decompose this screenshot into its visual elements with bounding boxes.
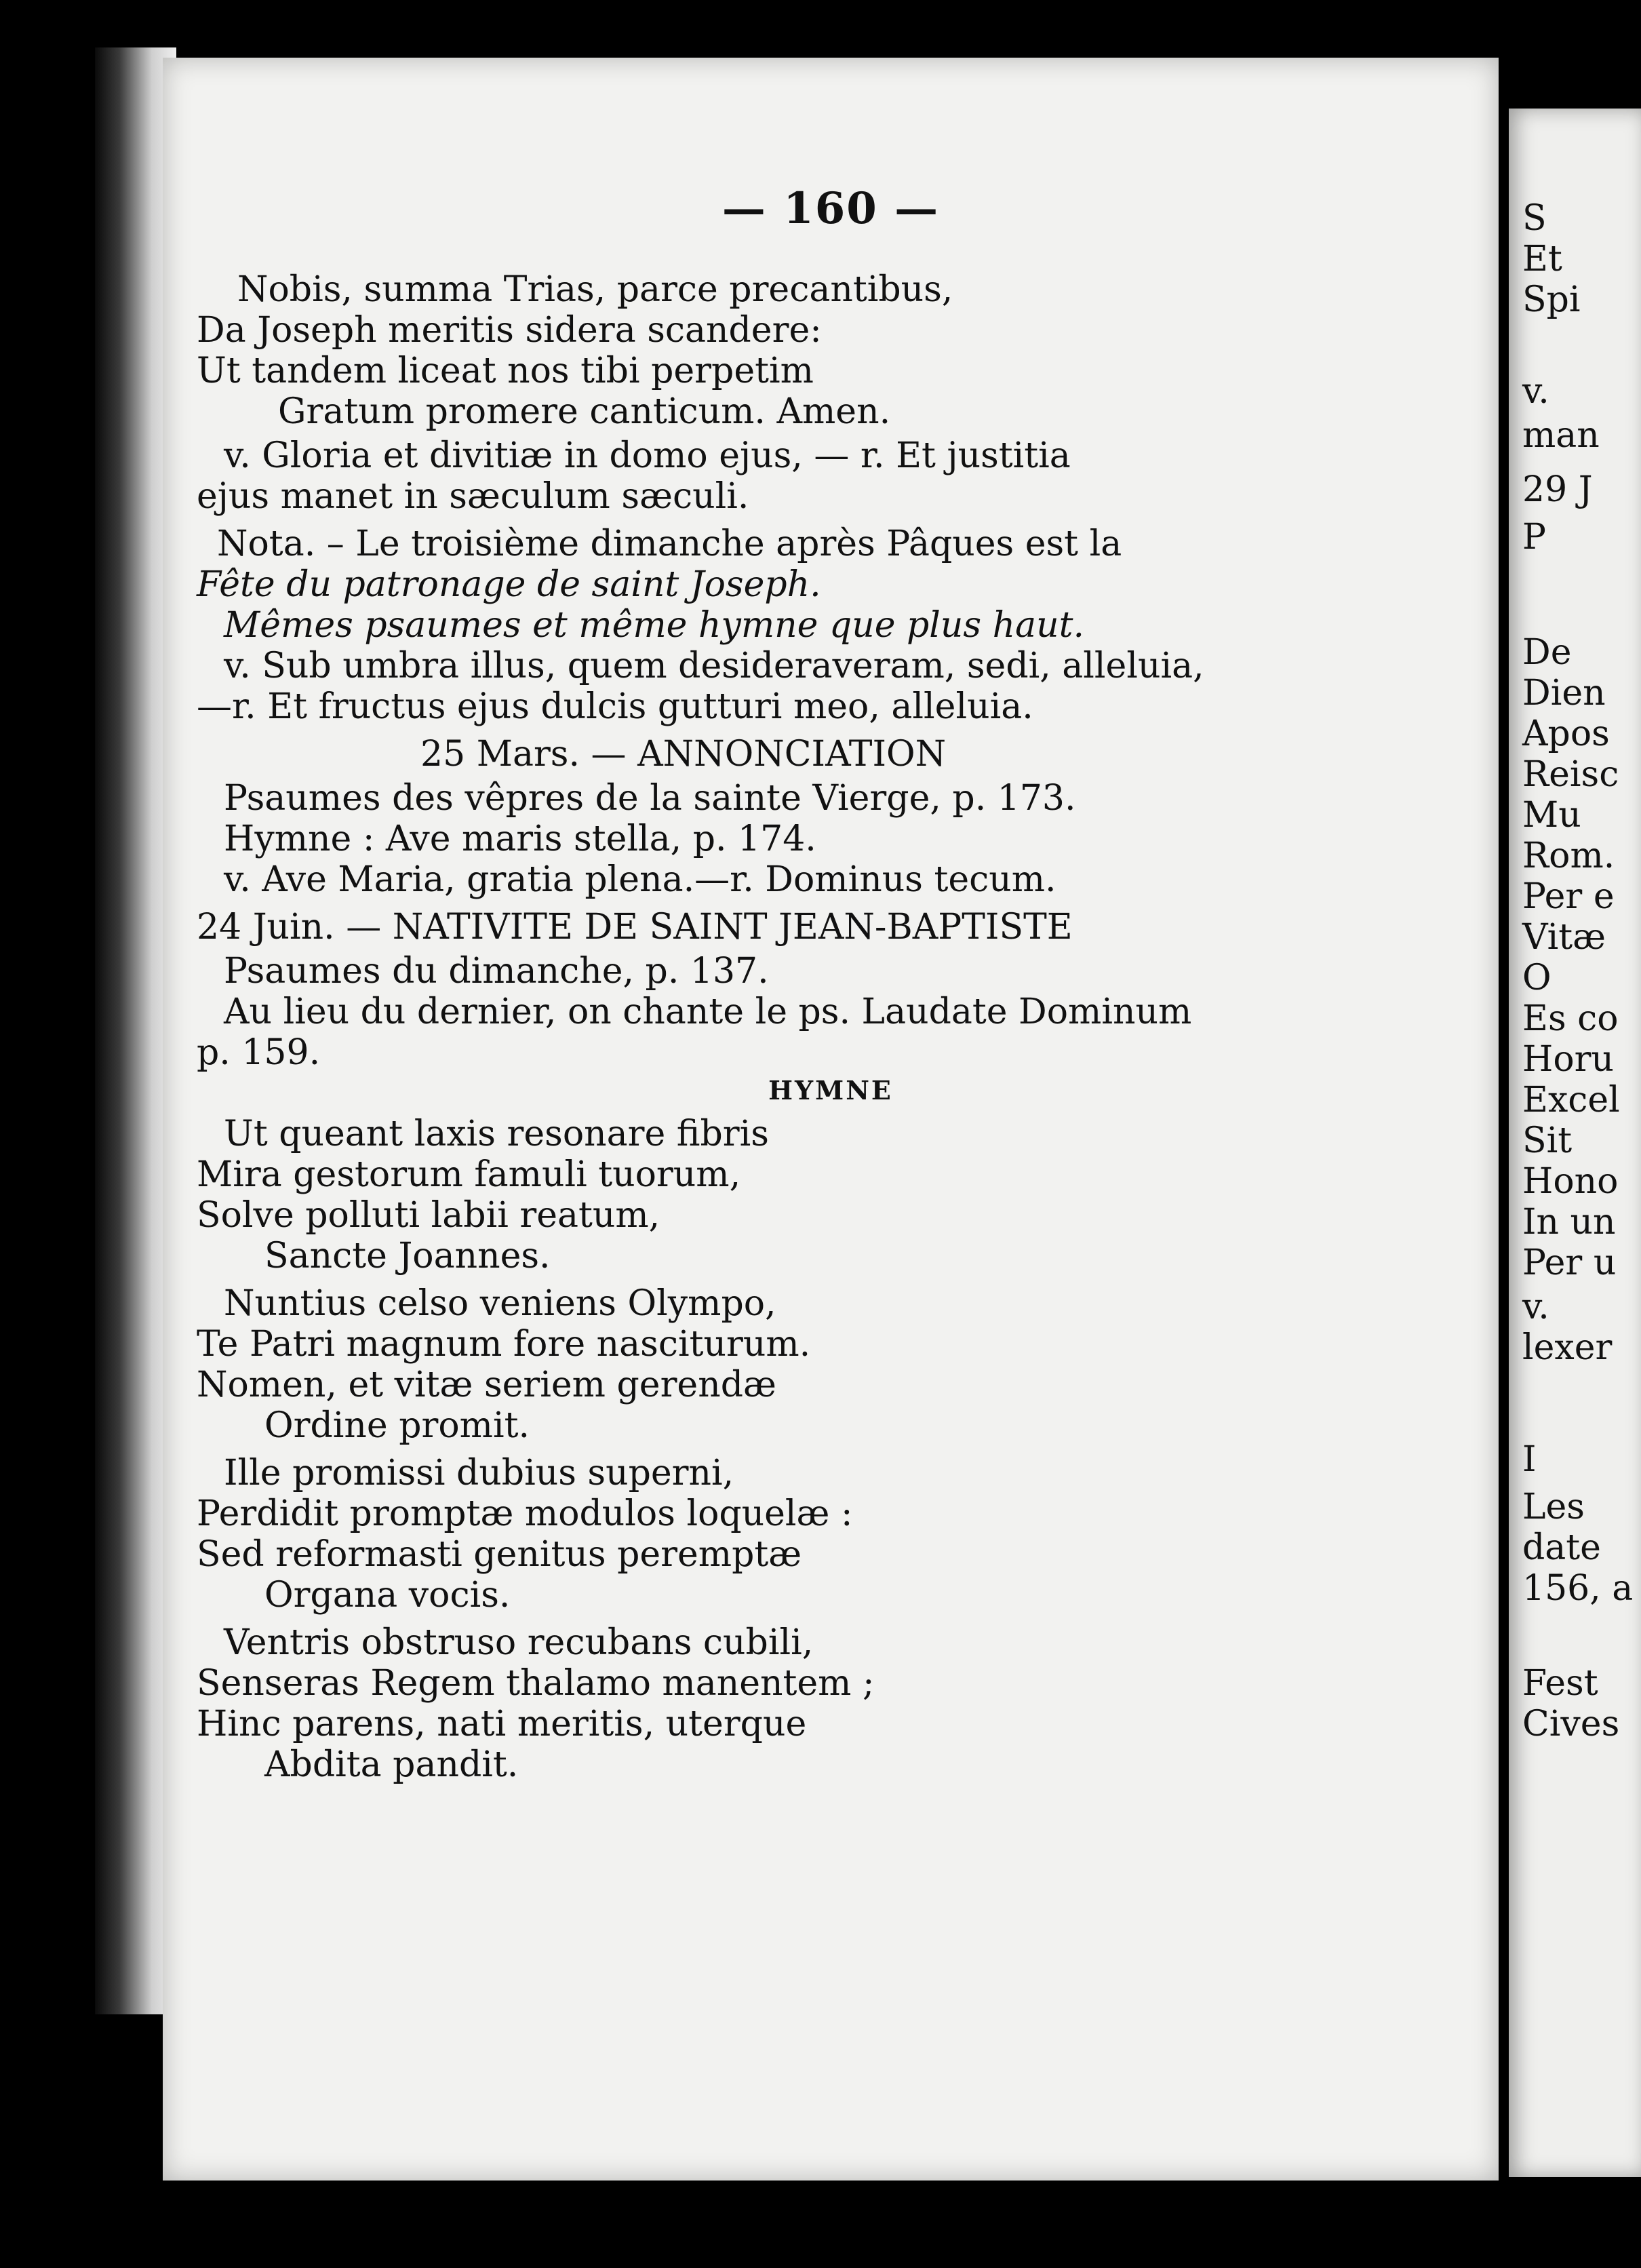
right-page-fragment: I — [1522, 1439, 1537, 1480]
right-page-fragment: v. — [1522, 1287, 1549, 1327]
text-line: Nota. – Le troisième dimanche après Pâques est la — [217, 524, 1122, 564]
right-page-fragment: man — [1522, 415, 1600, 456]
right-page-fragment: P — [1522, 517, 1546, 558]
right-page-fragment: Hono — [1522, 1161, 1619, 1202]
text-line: Sed reformasti genitus peremptæ — [197, 1534, 802, 1575]
right-page-fragment: 156, a — [1522, 1568, 1634, 1609]
text-line: v. Gloria et divitiæ in domo ejus, — r. Et justitia — [224, 435, 1071, 476]
right-page-fragment: Es co — [1522, 998, 1619, 1039]
right-page-fragment: Les — [1522, 1487, 1585, 1527]
text-line: Hinc parens, nati meritis, uterque — [197, 1704, 807, 1744]
right-page-fragment: v. — [1522, 371, 1549, 412]
right-page-fragment: 29 J — [1522, 469, 1593, 510]
text-line: Gratum promere canticum. Amen. — [278, 391, 891, 432]
text-line: v. Ave Maria, gratia plena.—r. Dominus tecum. — [224, 859, 1056, 900]
text-line: Psaumes du dimanche, p. 137. — [224, 951, 769, 992]
right-page-fragment: Et — [1522, 239, 1562, 279]
right-page-fragment: Mu — [1522, 795, 1581, 836]
right-page-fragment: Reisc — [1522, 754, 1619, 795]
text-line: 24 Juin. — NATIVITE DE SAINT JEAN-BAPTISTE — [197, 907, 1073, 947]
text-line: Hymne : Ave maris stella, p. 174. — [224, 819, 816, 859]
right-page-fragment: date — [1522, 1527, 1601, 1568]
text-line: Da Joseph meritis sidera scandere: — [197, 310, 822, 351]
right-page-fragment: Per u — [1522, 1243, 1617, 1283]
text-line: Au lieu du dernier, on chante le ps. Laudate Dominum — [224, 992, 1192, 1032]
text-line: Nobis, summa Trias, parce precantibus, — [237, 269, 953, 310]
text-line: Ut queant laxis resonare fibris — [224, 1114, 769, 1154]
text-line: Ventris obstruso recubans cubili, — [224, 1622, 814, 1663]
text-line: Ille promissi dubius superni, — [224, 1453, 734, 1493]
text-line: Nomen, et vitæ seriem gerendæ — [197, 1365, 776, 1405]
left-page — [163, 58, 1499, 2181]
page-number: — 160 — — [721, 183, 940, 234]
right-page-fragment: Sit — [1522, 1120, 1573, 1161]
right-page-fragment: Vitæ — [1522, 917, 1606, 958]
right-page-fragment: Rom. — [1522, 836, 1615, 876]
right-page-edge — [1509, 109, 1641, 2177]
text-line: Perdidit promptæ modulos loquelæ : — [197, 1493, 853, 1534]
text-line: ejus manet in sæculum sæculi. — [197, 476, 749, 517]
text-line: Abdita pandit. — [264, 1744, 519, 1785]
right-page-fragment: Cives — [1522, 1704, 1620, 1744]
right-page-fragment: In un — [1522, 1202, 1616, 1243]
right-page-fragment: Spi — [1522, 279, 1581, 320]
right-page-fragment: O — [1522, 958, 1551, 998]
text-line: 25 Mars. — ANNONCIATION — [420, 734, 947, 775]
text-line: Fête du patronage de saint Joseph. — [197, 564, 821, 605]
text-line: v. Sub umbra illus, quem desideraveram, sedi, alleluia, — [224, 646, 1204, 686]
text-line: Sancte Joannes. — [264, 1236, 551, 1276]
right-page-fragment: Apos — [1522, 713, 1610, 754]
text-line: —r. Et fructus ejus dulcis gutturi meo, alleluia. — [197, 686, 1033, 727]
right-page-fragment: Per e — [1522, 876, 1615, 917]
text-line: Nuntius celso veniens Olympo, — [224, 1283, 776, 1324]
text-line: Ut tandem liceat nos tibi perpetim — [197, 351, 814, 391]
text-line: Mêmes psaumes et même hymne que plus haut. — [224, 605, 1085, 646]
right-page-fragment: S — [1522, 198, 1547, 239]
text-line: Mira gestorum famuli tuorum, — [197, 1154, 741, 1195]
right-page-fragment: Dien — [1522, 673, 1606, 713]
right-page-fragment: Horu — [1522, 1039, 1615, 1080]
text-line: Senseras Regem thalamo manentem ; — [197, 1663, 875, 1704]
text-line: Te Patri magnum fore nasciturum. — [197, 1324, 811, 1365]
right-page-fragment: lexer — [1522, 1327, 1613, 1368]
right-page-fragment: Excel — [1522, 1080, 1620, 1120]
text-line: Ordine promit. — [264, 1405, 530, 1446]
text-line: Solve polluti labii reatum, — [197, 1195, 660, 1236]
hymn-heading: HYMNE — [768, 1075, 893, 1106]
text-line: p. 159. — [197, 1032, 321, 1073]
text-line: Psaumes des vêpres de la sainte Vierge, p. 173. — [224, 778, 1076, 819]
right-page-fragment: Fest — [1522, 1663, 1598, 1704]
text-line: Organa vocis. — [264, 1575, 511, 1616]
right-page-fragment: De — [1522, 632, 1572, 673]
